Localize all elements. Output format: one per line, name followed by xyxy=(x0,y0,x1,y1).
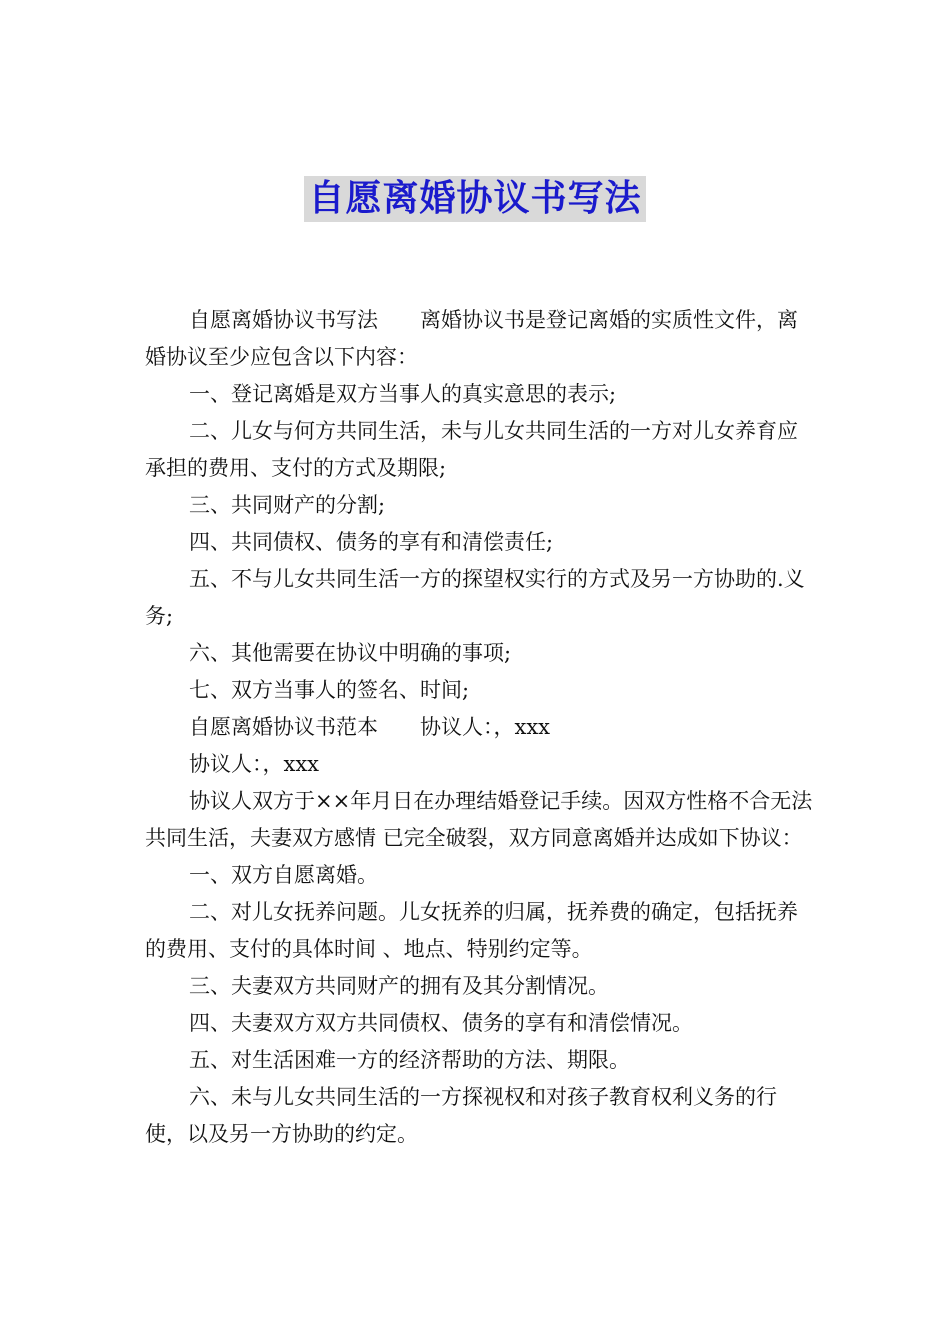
paragraph-clause-3: 三、夫妻双方共同财产的拥有及其分割情况。 xyxy=(189,974,609,998)
paragraph-item-2: 二、儿女与何方共同生活，未与儿女共同生活的一方对儿女养育应承担的费用、支付的方式及期限; xyxy=(145,419,798,480)
paragraph-item-7: 七、双方当事人的签名、时间; xyxy=(189,678,470,702)
paragraph-item-6: 六、其他需要在协议中明确的事项; xyxy=(189,641,512,665)
title-container xyxy=(0,176,950,222)
paragraph-item-5: 五、不与儿女共同生活一方的探望权实行的方式及另一方协助的.义务; xyxy=(145,567,805,628)
document-body xyxy=(145,302,815,1153)
document-title: 自愿离婚协议书写法 xyxy=(304,176,645,222)
paragraph-item-1: 一、登记离婚是双方当事人的真实意思的表示; xyxy=(189,382,617,406)
paragraph-clause-1: 一、双方自愿离婚。 xyxy=(189,863,378,887)
paragraph-agreement-intro: 协议人双方于××年月日在办理结婚登记手续。因双方性格不合无法共同生活，夫妻双方感情 已完全破裂，双方同意离婚并达成如下协议： xyxy=(145,789,813,850)
paragraph-party-2: 协议人：，xxx xyxy=(189,752,320,776)
paragraph-template-header: 自愿离婚协议书范本 协议人：，xxx xyxy=(189,715,551,739)
paragraph-intro: 自愿离婚协议书写法 离婚协议书是登记离婚的实质性文件，离婚协议至少应包含以下内容： xyxy=(145,308,798,369)
paragraph-clause-6: 六、未与儿女共同生活的一方探视权和对孩子教育权利义务的行使，以及另一方协助的约定。 xyxy=(145,1085,777,1146)
paragraph-clause-5: 五、对生活困难一方的经济帮助的方法、期限。 xyxy=(189,1048,630,1072)
paragraph-item-3: 三、共同财产的分割; xyxy=(189,493,386,517)
paragraph-clause-4: 四、夫妻双方双方共同债权、债务的享有和清偿情况。 xyxy=(189,1011,693,1035)
paragraph-item-4: 四、共同债权、债务的享有和清偿责任; xyxy=(189,530,554,554)
paragraph-clause-2: 二、对儿女抚养问题。儿女抚养的归属，抚养费的确定，包括抚养的费用、支付的具体时间 、地点、特别约定等。 xyxy=(145,900,798,961)
